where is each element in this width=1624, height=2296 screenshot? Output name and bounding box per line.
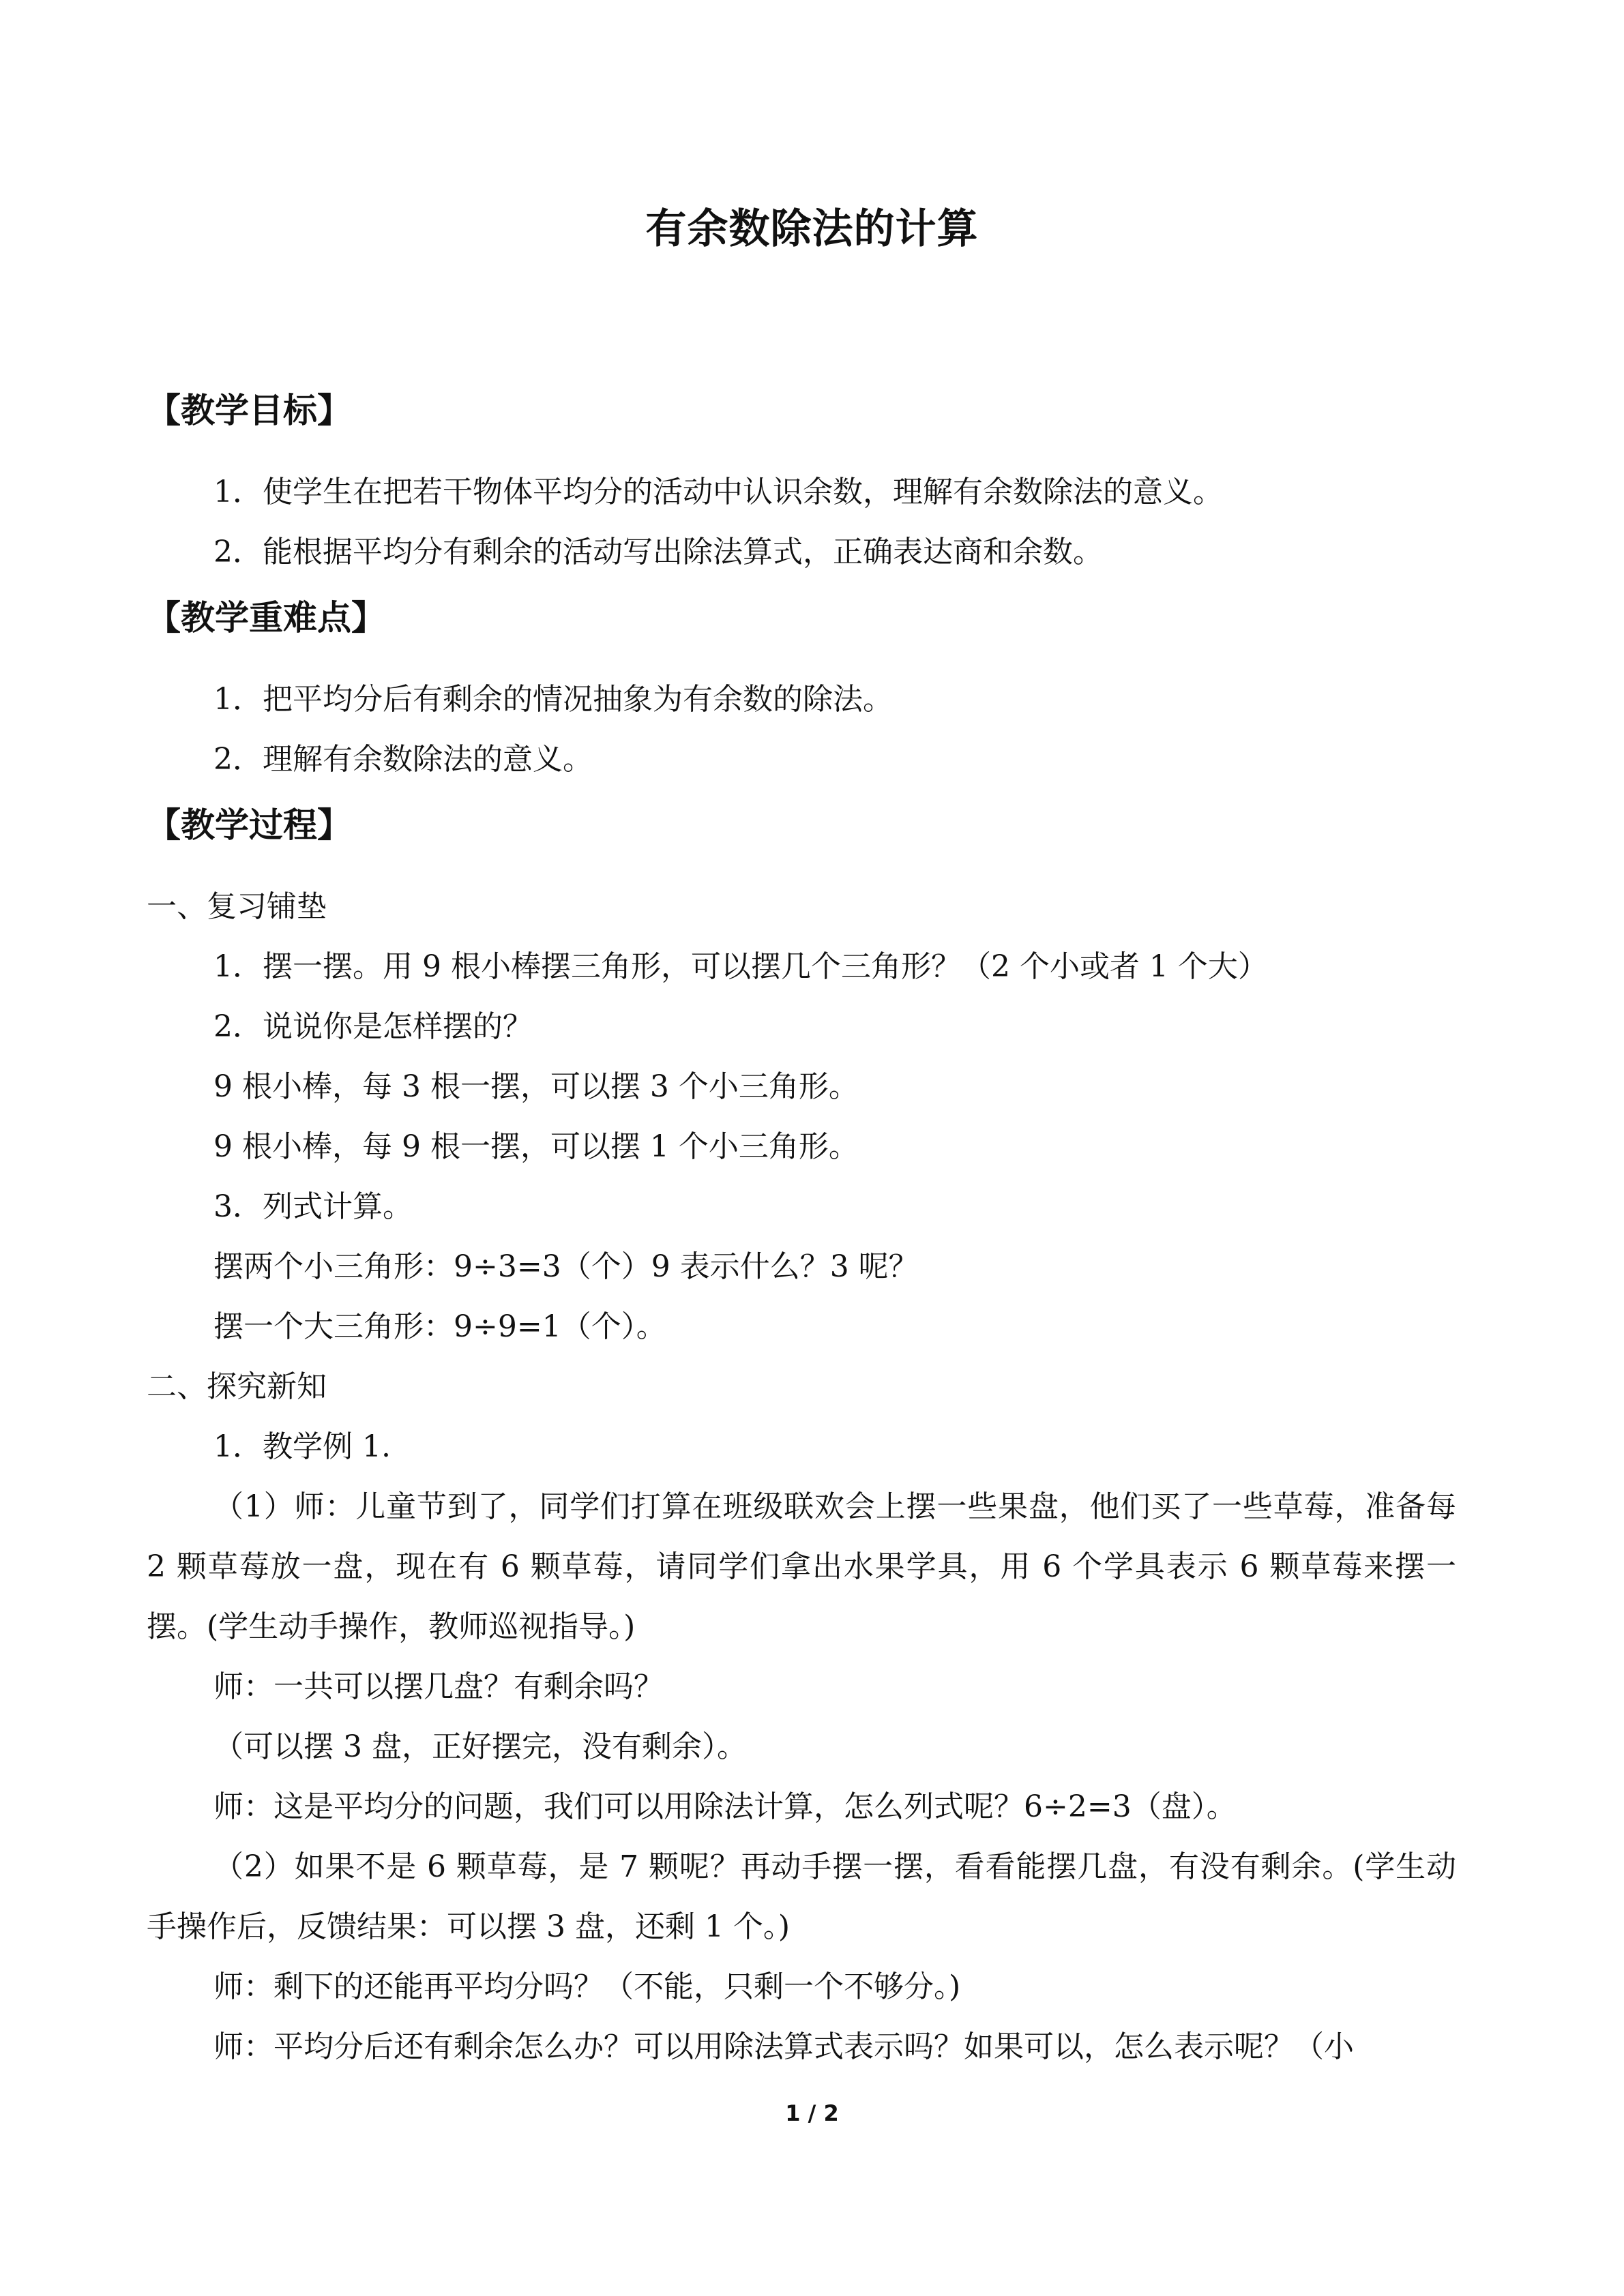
part2-line-a3: 师：这是平均分的问题，我们可以用除法计算，怎么列式呢？6÷2=3（盘）。 [213, 1789, 1237, 1824]
part2-paragraph-2: （2）如果不是 6 颗草莓，是 7 颗呢？再动手摆一摆，看看能摆几盘，有没有剩余。(学生动手操作后，反馈结果：可以摆 3 盘，还剩 1 个。) [147, 1849, 1456, 1944]
part2-line-b1: 师：剩下的还能再平均分吗？（不能，只剩一个不够分。) [213, 1969, 961, 2004]
part2-paragraph-1: （1）师：儿童节到了，同学们打算在班级联欢会上摆一些果盘，他们买了一些草莓，准备每 2 颗草莓放一盘，现在有 6 颗草莓，请同学们拿出水果学具，用 6 个学具表示 6 颗草莓来摆一摆。(学生动手操作，教师巡视指导。) [147, 1489, 1456, 1644]
goal-item-1: 1．使学生在把若干物体平均分的活动中认识余数，理解有余数除法的意义。 [213, 475, 1223, 509]
key-point-item-1: 1．把平均分后有剩余的情况抽象为有余数的除法。 [213, 682, 893, 717]
part1-line-6: 摆两个小三角形：9÷3=3（个）9 表示什么？3 呢？ [213, 1249, 919, 1284]
section-heading-key-points: 【教学重难点】 [147, 598, 385, 638]
part1-line-3: 9 根小棒，每 3 根一摆，可以摆 3 个小三角形。 [213, 1069, 859, 1104]
part2-title: 二、探究新知 [147, 1369, 327, 1404]
part1-line-5: 3．列式计算。 [213, 1189, 413, 1224]
part2-line-b2: 师：平均分后还有剩余怎么办？可以用除法算式表示吗？如果可以，怎么表示呢？（小 [213, 2029, 1354, 2064]
page-number: 1 / 2 [785, 2100, 839, 2126]
part1-line-2: 2．说说你是怎样摆的？ [213, 1009, 533, 1044]
part1-title: 一、复习铺垫 [147, 889, 327, 924]
part2-example: 1．教学例 1. [213, 1429, 391, 1464]
section-heading-process: 【教学过程】 [147, 805, 351, 845]
part1-line-4: 9 根小棒，每 9 根一摆，可以摆 1 个小三角形。 [213, 1129, 859, 1164]
part2-line-a2: （可以摆 3 盘，正好摆完，没有剩余）。 [213, 1729, 747, 1764]
goal-item-2: 2．能根据平均分有剩余的活动写出除法算式，正确表达商和余数。 [213, 535, 1103, 569]
section-heading-goals: 【教学目标】 [147, 391, 351, 430]
document-title: 有余数除法的计算 [645, 205, 979, 253]
key-point-item-2: 2．理解有余数除法的意义。 [213, 742, 593, 777]
part1-line-7: 摆一个大三角形：9÷9=1（个）。 [213, 1309, 666, 1344]
part2-line-a1: 师：一共可以摆几盘？有剩余吗？ [213, 1669, 664, 1704]
part1-line-1: 1．摆一摆。用 9 根小棒摆三角形，可以摆几个三角形？（2 个小或者 1 个大） [213, 949, 1268, 984]
